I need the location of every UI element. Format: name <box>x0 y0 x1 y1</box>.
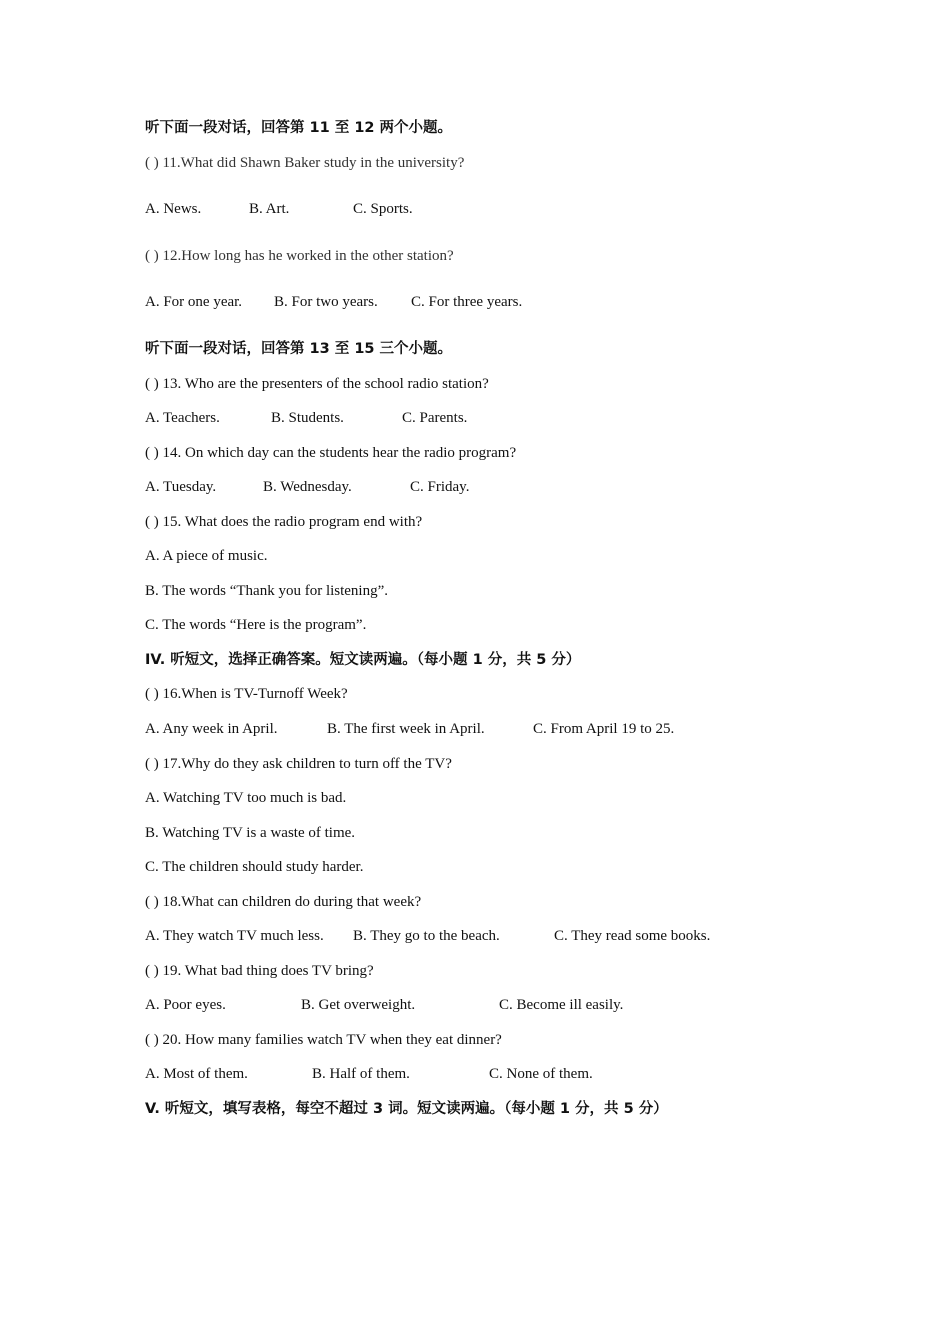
option-18-c: C. They read some books. <box>554 928 711 944</box>
option-11-b: B. Art. <box>249 201 290 217</box>
question-14: ( ) 14. On which day can the students hear the radio program? <box>145 445 517 461</box>
question-18: ( ) 18.What can children do during that week? <box>145 894 422 910</box>
question-15: ( ) 15. What does the radio program end with? <box>145 514 423 530</box>
question-19: ( ) 19. What bad thing does TV bring? <box>145 963 374 979</box>
option-19-b: B. Get overweight. <box>301 997 416 1013</box>
option-20-b: B. Half of them. <box>312 1066 410 1082</box>
option-12-c: C. For three years. <box>411 294 523 310</box>
section-header-iv: IV. 听短文，选择正确答案。短文读两遍。（每小题 1 分，共 5 分） <box>145 652 581 668</box>
option-15-b: B. The words “Thank you for listening”. <box>145 583 389 599</box>
option-13-b: B. Students. <box>271 410 344 426</box>
option-18-a: A. They watch TV much less. <box>145 928 324 944</box>
section-header-11-12: 听下面一段对话，回答第 11 至 12 两个小题。 <box>145 120 453 136</box>
option-15-c: C. The words “Here is the program”. <box>145 617 367 633</box>
option-11-a: A. News. <box>145 201 202 217</box>
question-16: ( ) 16.When is TV-Turnoff Week? <box>145 686 348 702</box>
question-20: ( ) 20. How many families watch TV when they eat dinner? <box>145 1032 502 1048</box>
option-12-a: A. For one year. <box>145 294 243 310</box>
option-18-b: B. They go to the beach. <box>353 928 500 944</box>
option-13-c: C. Parents. <box>402 410 468 426</box>
option-12-b: B. For two years. <box>274 294 378 310</box>
option-14-a: A. Tuesday. <box>145 479 217 495</box>
option-11-c: C. Sports. <box>353 201 413 217</box>
option-16-b: B. The first week in April. <box>327 721 485 737</box>
option-14-c: C. Friday. <box>410 479 470 495</box>
question-17: ( ) 17.Why do they ask children to turn off the TV? <box>145 756 452 772</box>
option-15-a: A. A piece of music. <box>145 548 268 564</box>
option-16-c: C. From April 19 to 25. <box>533 721 675 737</box>
option-17-b: B. Watching TV is a waste of time. <box>145 825 356 841</box>
option-19-c: C. Become ill easily. <box>499 997 624 1013</box>
question-12: ( ) 12.How long has he worked in the other station? <box>145 248 454 264</box>
section-header-v: V. 听短文，填写表格，每空不超过 3 词。短文读两遍。（每小题 1 分，共 5 分） <box>145 1101 668 1117</box>
option-16-a: A. Any week in April. <box>145 721 278 737</box>
option-20-c: C. None of them. <box>489 1066 593 1082</box>
option-17-a: A. Watching TV too much is bad. <box>145 790 347 806</box>
option-19-a: A. Poor eyes. <box>145 997 226 1013</box>
option-13-a: A. Teachers. <box>145 410 220 426</box>
option-17-c: C. The children should study harder. <box>145 859 364 875</box>
option-14-b: B. Wednesday. <box>263 479 352 495</box>
question-11: ( ) 11.What did Shawn Baker study in the university? <box>145 155 465 171</box>
question-13: ( ) 13. Who are the presenters of the school radio station? <box>145 376 489 392</box>
option-20-a: A. Most of them. <box>145 1066 248 1082</box>
section-header-13-15: 听下面一段对话，回答第 13 至 15 三个小题。 <box>145 341 453 357</box>
